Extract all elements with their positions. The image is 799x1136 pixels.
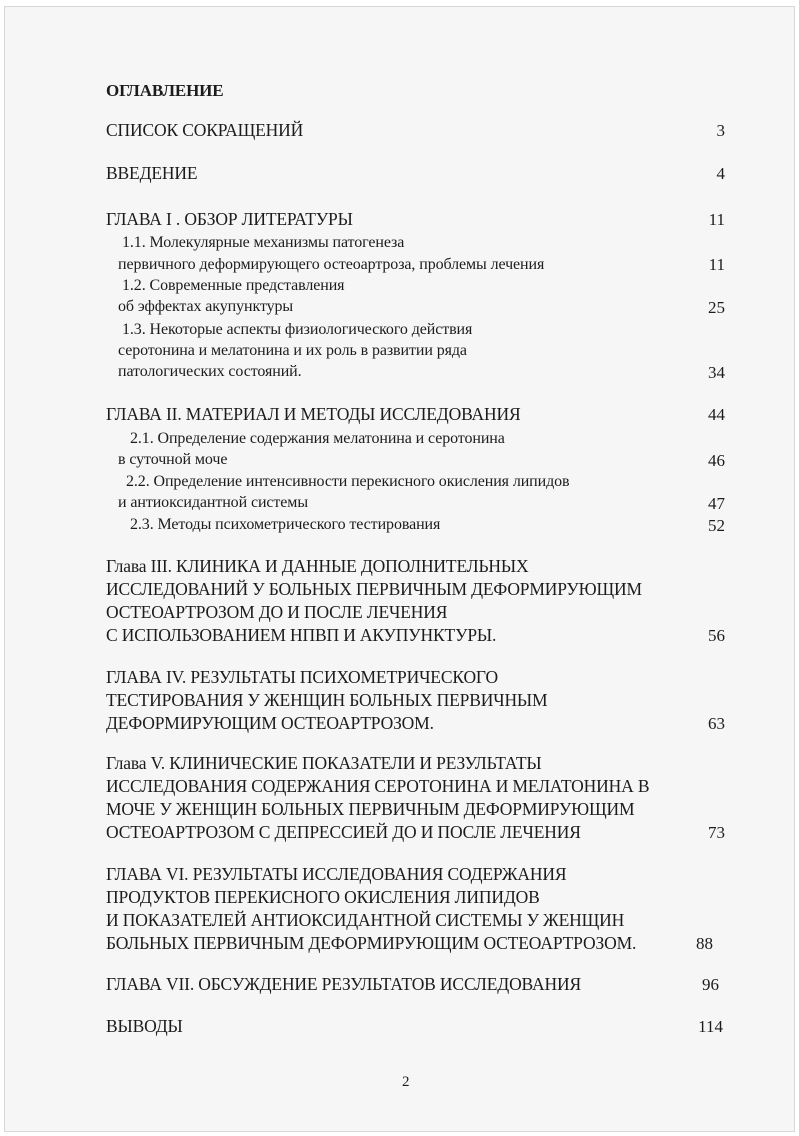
page-ref-chapter-1: 11 xyxy=(708,210,725,229)
page-ref-chapter-4: 63 xyxy=(708,714,725,733)
page-ref-chapter-2: 44 xyxy=(708,405,725,424)
toc-entry-chapter-5-line2: ИССЛЕДОВАНИЯ СОДЕРЖАНИЯ СЕРОТОНИНА И МЕЛАТОНИНА В xyxy=(106,776,650,796)
toc-subentry-2-1-line2: в суточной моче xyxy=(118,451,228,468)
page-ref-1-3: 34 xyxy=(708,363,725,382)
toc-subentry-1-1-line2: первичного деформирующего остеоартроза, проблемы лечения xyxy=(118,256,545,273)
toc-entry-chapter-7: ГЛАВА VII. ОБСУЖДЕНИЕ РЕЗУЛЬТАТОВ ИССЛЕДОВАНИЯ xyxy=(106,974,581,994)
toc-entry-chapter-4-line1: ГЛАВА IV. РЕЗУЛЬТАТЫ ПСИХОМЕТРИЧЕСКОГО xyxy=(106,667,498,687)
toc-subentry-1-2-line1: 1.2. Современные представления xyxy=(122,277,345,294)
page-ref-chapter-3: 56 xyxy=(708,626,725,645)
toc-entry-chapter-3-line1: Глава III. КЛИНИКА И ДАННЫЕ ДОПОЛНИТЕЛЬНЫХ xyxy=(106,556,529,576)
toc-entry-conclusions: ВЫВОДЫ xyxy=(106,1016,183,1036)
page-number: 2 xyxy=(402,1074,410,1090)
toc-entry-chapter-6-line3: И ПОКАЗАТЕЛЕЙ АНТИОКСИДАНТНОЙ СИСТЕМЫ У ЖЕНЩИН xyxy=(106,910,625,930)
page-ref-2-3: 52 xyxy=(708,516,725,535)
toc-entry-chapter-4-line3: ДЕФОРМИРУЮЩИМ ОСТЕОАРТРОЗОМ. xyxy=(106,713,434,733)
toc-subentry-2-2-line1: 2.2. Определение интенсивности перекисного окисления липидов xyxy=(126,473,570,490)
page-ref-2-1: 46 xyxy=(708,451,725,470)
toc-subentry-1-1-line1: 1.1. Молекулярные механизмы патогенеза xyxy=(122,234,405,251)
toc-entry-chapter-5-line4: ОСТЕОАРТРОЗОМ С ДЕПРЕССИЕЙ ДО И ПОСЛЕ ЛЕЧЕНИЯ xyxy=(106,822,581,842)
page-ref-chapter-7: 96 xyxy=(702,975,719,994)
page-ref-chapter-5: 73 xyxy=(708,823,725,842)
page-ref-chapter-6: 88 xyxy=(696,934,713,953)
toc-subentry-1-3-line3: патологических состояний. xyxy=(118,363,302,380)
toc-entry-chapter-6-line1: ГЛАВА VI. РЕЗУЛЬТАТЫ ИССЛЕДОВАНИЯ СОДЕРЖАНИЯ xyxy=(106,864,567,884)
page-ref-1-2: 25 xyxy=(708,298,725,317)
toc-entry-chapter-1: ГЛАВА I . ОБЗОР ЛИТЕРАТУРЫ xyxy=(106,209,353,229)
page-ref-conclusions: 114 xyxy=(698,1017,723,1036)
toc-subentry-2-3: 2.3. Методы психометрического тестирования xyxy=(130,516,441,533)
page-ref-1-1: 11 xyxy=(708,255,725,274)
toc-entry-chapter-3-line3: ОСТЕОАРТРОЗОМ ДО И ПОСЛЕ ЛЕЧЕНИЯ xyxy=(106,602,448,622)
toc-entry-chapter-5-line3: МОЧЕ У ЖЕНЩИН БОЛЬНЫХ ПЕРВИЧНЫМ ДЕФОРМИРУЮЩИМ xyxy=(106,799,635,819)
toc-subentry-1-2-line2: об эффектах акупунктуры xyxy=(118,298,294,315)
toc-entry-abbreviations: СПИСОК СОКРАЩЕНИЙ xyxy=(106,120,304,140)
page-ref-introduction: 4 xyxy=(716,164,725,183)
toc-subentry-2-2-line2: и антиоксидантной системы xyxy=(118,494,308,511)
toc-entry-chapter-3-line2: ИССЛЕДОВАНИЙ У БОЛЬНЫХ ПЕРВИЧНЫМ ДЕФОРМИРУЮЩИМ xyxy=(106,579,642,599)
toc-entry-chapter-6-line4: БОЛЬНЫХ ПЕРВИЧНЫМ ДЕФОРМИРУЮЩИМ ОСТЕОАРТРОЗОМ. xyxy=(106,933,637,953)
toc-entry-chapter-4-line2: ТЕСТИРОВАНИЯ У ЖЕНЩИН БОЛЬНЫХ ПЕРВИЧНЫМ xyxy=(106,690,548,710)
toc-heading: ОГЛАВЛЕНИЕ xyxy=(106,81,224,100)
toc-subentry-1-3-line2: серотонина и мелатонина и их роль в развитии ряда xyxy=(118,342,467,359)
page-ref-2-2: 47 xyxy=(708,494,725,513)
toc-entry-chapter-6-line2: ПРОДУКТОВ ПЕРЕКИСНОГО ОКИСЛЕНИЯ ЛИПИДОВ xyxy=(106,887,540,907)
toc-subentry-2-1-line1: 2.1. Определение содержания мелатонина и серотонина xyxy=(130,430,505,447)
toc-subentry-1-3-line1: 1.3. Некоторые аспекты физиологического действия xyxy=(122,321,473,338)
toc-entry-chapter-5-line1: Глава V. КЛИНИЧЕСКИЕ ПОКАЗАТЕЛИ И РЕЗУЛЬТАТЫ xyxy=(106,753,542,773)
toc-entry-introduction: ВВЕДЕНИЕ xyxy=(106,163,198,183)
toc-entry-chapter-2: ГЛАВА II. МАТЕРИАЛ И МЕТОДЫ ИССЛЕДОВАНИЯ xyxy=(106,404,521,424)
toc-entry-chapter-3-line4: С ИСПОЛЬЗОВАНИЕМ НПВП И АКУПУНКТУРЫ. xyxy=(106,625,497,645)
page-ref-abbreviations: 3 xyxy=(716,121,725,140)
